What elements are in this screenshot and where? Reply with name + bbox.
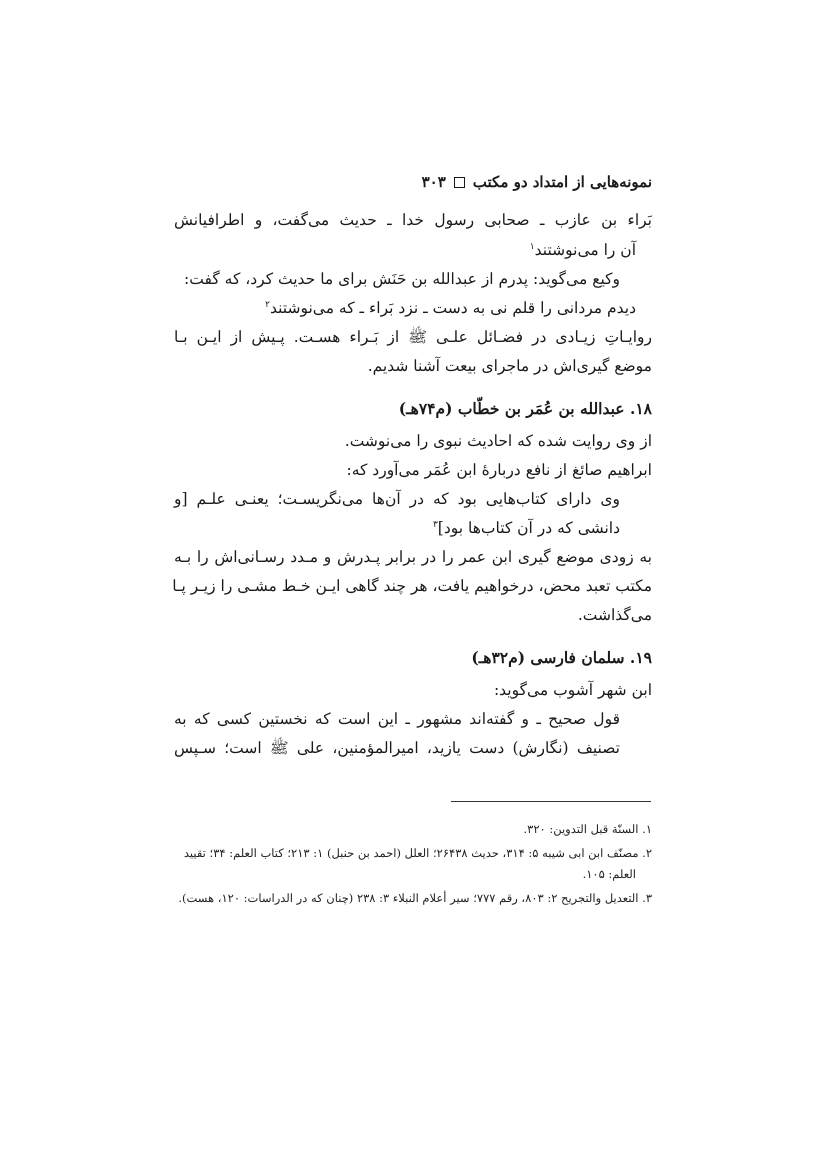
body-line: روایـاتِ زیـادی در فضـائل علـی ﷺ از بَـراء هسـت. پـیش از ایـن بـا (174, 328, 652, 346)
body-line (530, 240, 636, 260)
section-heading-18: ۱۸. عبدالله بن عُمَر بن خطّاب (م۷۴هـ) (398, 399, 652, 418)
quote-line (433, 518, 620, 538)
footnote-1: ۱. السنّة قبل التدوین: ۳۲۰. (523, 822, 652, 836)
square-ornament-icon (454, 177, 465, 188)
body-line (265, 298, 636, 318)
footnote-separator (451, 801, 651, 802)
body-line: بَراء بن عازب ـ صحابی رسول خدا ـ حدیث می‌گفت، و اطرافیانش (174, 211, 652, 229)
body-line: از وی روایت شده که احادیث نبوی را می‌نوشت. (344, 432, 652, 450)
running-header (422, 172, 652, 192)
footnote-3: ۳. التعدیل والتجریح ۲: ۸۰۳، رقم ۷۷۷؛ سیر أعلام النبلاء ۳: ۲۳۸ (چنان که در الدراسات: ۱۲۰، هست). (178, 891, 652, 905)
footnote-2-continued: العلم: ۱۰۵. (582, 867, 636, 881)
body-line: ابن شهر آشوب می‌گوید: (493, 681, 652, 699)
quote-line: وی دارای کتاب‌هایی بود که در آن‌ها می‌نگریسـت؛ یعنـی علـم [و (174, 490, 620, 508)
body-line: وکیع می‌گوید: پدرم از عبدالله بن حَنَش برای ما حدیث کرد، که گفت: (184, 270, 620, 288)
footnote-mark: ٣ (432, 519, 438, 530)
footnote-2: ۲. مصنّف ابن ابی شیبه ۵: ۳۱۴، حدیث ۲۶۴۳۸؛ العلل (احمد بن حنبل) ۱: ۲۱۳؛ کتاب العلم: ۳۴؛ تقیید (183, 846, 652, 860)
quote-line: قول صحیح ـ و گفته‌اند مشهور ـ این است که نخستین کسی که به (174, 710, 620, 728)
footnote-mark: ٢ (265, 299, 270, 310)
running-title: نمونه‌هایی از امتداد دو مکتب (472, 173, 652, 191)
body-line: موضع گیری‌اش در ماجرای بیعت آشنا شدیم. (367, 357, 652, 375)
quote-line: تصنیف (نگارش) دست یازید، امیرالمؤمنین، علی ﷺ است؛ سـپس (174, 739, 620, 757)
body-line: می‌گذاشت. (577, 606, 652, 624)
body-line: به زودی موضع گیری ابن عمر را در برابر پـدرش و مـدد رسـانی‌اش را بـه (174, 548, 652, 566)
body-line-text: آن را می‌نوشتند (534, 241, 636, 259)
body-line: ابراهیم صائغ از نافع دربارهٔ ابن عُمَر می‌آورد که: (346, 461, 652, 479)
body-line-text: دیدم مردانی را قلم نی به دست ـ نزد بَراء ـ که می‌نوشتند (269, 299, 636, 317)
page-number: ۳۰۳ (421, 173, 446, 191)
quote-line-text: دانشی که در آن کتاب‌ها بود] (437, 519, 620, 537)
body-line: مکتب تعبد محض، درخواهیم یافت، هر چند گاهی ایـن خـط مشـی را زیـر پـا (172, 577, 652, 595)
section-heading-19: ۱۹. سلمان فارسی (م۳۲هـ) (471, 648, 652, 667)
footnote-mark: ١ (529, 241, 535, 252)
